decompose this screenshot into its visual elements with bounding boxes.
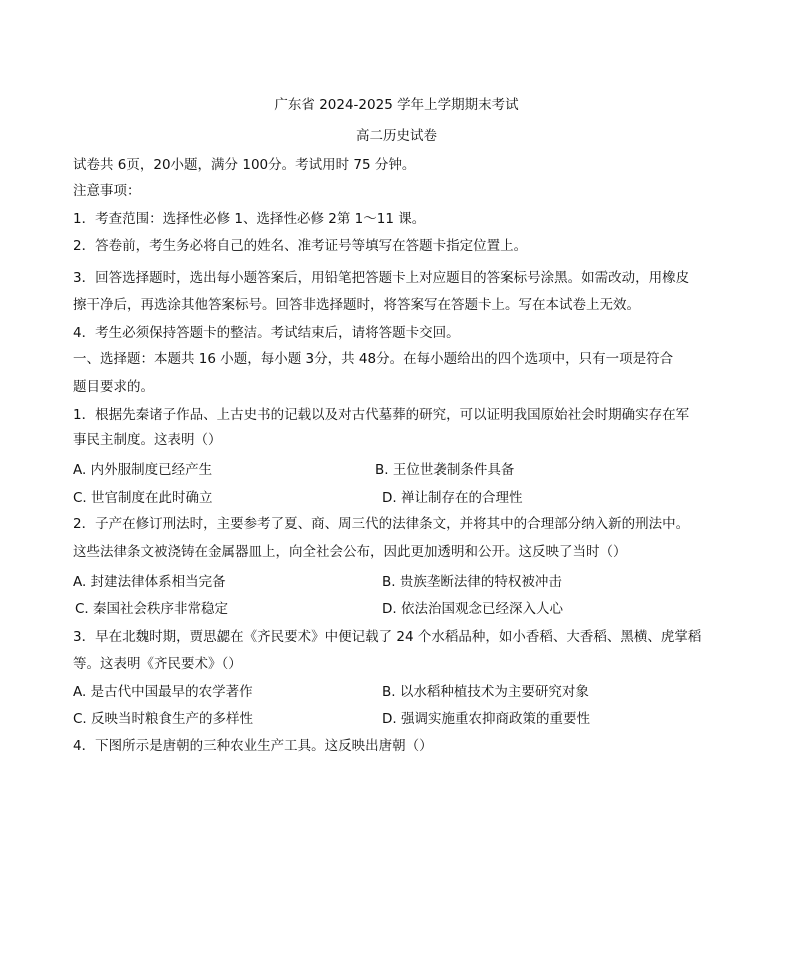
option-b: B. 王位世袭制条件具备 bbox=[375, 462, 515, 478]
question-stem: 等。这表明《齐民要术》（） bbox=[73, 656, 242, 672]
option-b: B. 贵族垄断法律的特权被冲击 bbox=[382, 574, 562, 590]
exam-summary: 试卷共 6页，20小题，满分 100分。考试用时 75 分钟。 bbox=[73, 157, 416, 173]
option-d: D. 禅让制存在的合理性 bbox=[382, 490, 523, 506]
question-stem: 1．根据先秦诸子作品、上古史书的记载以及对古代墓葬的研究，可以证明我国原始社会时期确实存在军 bbox=[73, 407, 690, 423]
question-stem: 2．子产在修订刑法时，主要参考了夏、商、周三代的法律条文，并将其中的合理部分纳入新的刑法中。 bbox=[73, 516, 690, 532]
question-stem: 事民主制度。这表明（） bbox=[73, 432, 222, 448]
option-c: C. 反映当时粮食生产的多样性 bbox=[73, 711, 254, 727]
note-item: 2．答卷前，考生务必将自己的姓名、准考证号等填写在答题卡指定位置上。 bbox=[73, 238, 528, 254]
option-a: A. 封建法律体系相当完备 bbox=[73, 574, 226, 590]
question-stem: 这些法律条文被浇铸在金属器皿上，向全社会公布，因此更加透明和公开。这反映了当时（） bbox=[73, 544, 627, 560]
option-d: D. 依法治国观念已经深入人心 bbox=[382, 601, 563, 617]
question-stem: 4．下图所示是唐朝的三种农业生产工具。这反映出唐朝（） bbox=[73, 738, 433, 754]
option-a: A. 内外服制度已经产生 bbox=[73, 462, 213, 478]
note-item: 4．考生必须保持答题卡的整洁。考试结束后，请将答题卡交回。 bbox=[73, 325, 460, 341]
section-instruction: 题目要求的。 bbox=[73, 379, 154, 395]
exam-title: 广东省 2024-2025 学年上学期期末考试 bbox=[274, 97, 519, 113]
option-d: D. 强调实施重农抑商政策的重要性 bbox=[382, 711, 590, 727]
exam-subtitle: 高二历史试卷 bbox=[356, 128, 437, 144]
section-instruction: 一、选择题：本题共 16 小题，每小题 3分，共 48分。在每小题给出的四个选项中，只有一项是符合 bbox=[73, 351, 674, 367]
option-c: C. 世官制度在此时确立 bbox=[73, 490, 213, 506]
note-item: 1．考查范围：选择性必修 1、选择性必修 2第 1～11 课。 bbox=[73, 211, 426, 227]
option-c: C. 秦国社会秩序非常稳定 bbox=[75, 601, 229, 617]
question-stem: 3．早在北魏时期，贾思勰在《齐民要术》中便记载了 24 个水稻品种，如小香稻、大香稻、黑横、虎掌稻 bbox=[73, 629, 702, 645]
option-b: B. 以水稻种植技术为主要研究对象 bbox=[382, 684, 589, 700]
notes-heading: 注意事项： bbox=[73, 183, 141, 199]
option-a: A. 是古代中国最早的农学著作 bbox=[73, 684, 253, 700]
note-item: 擦干净后，再选涂其他答案标号。回答非选择题时，将答案写在答题卡上。写在本试卷上无效。 bbox=[73, 297, 640, 313]
note-item: 3．回答选择题时，选出每小题答案后，用铅笔把答题卡上对应题目的答案标号涂黑。如需改动，用橡皮 bbox=[73, 270, 690, 286]
